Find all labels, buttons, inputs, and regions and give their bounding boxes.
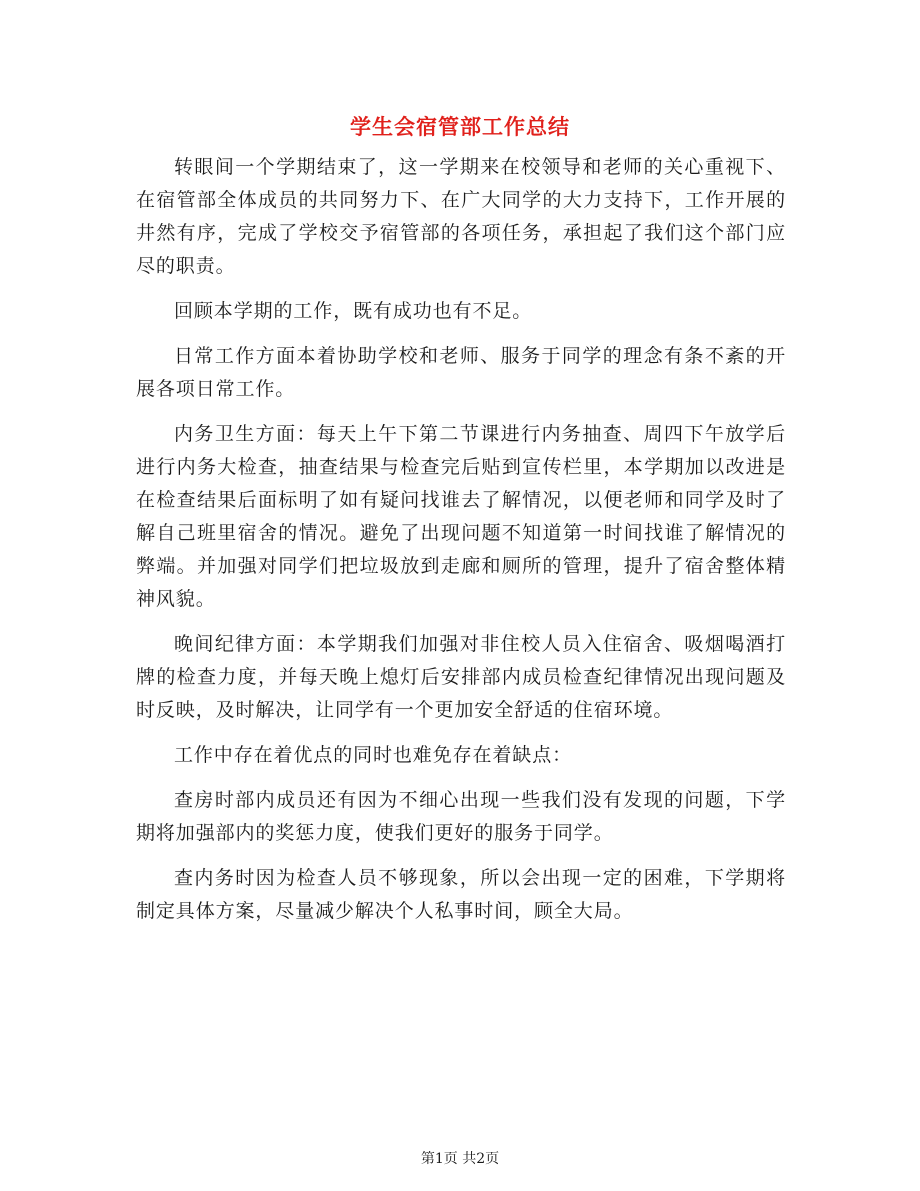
paragraph-daily-work: 日常工作方面本着协助学校和老师、服务于同学的理念有条不紊的开展各项日常工作。: [136, 345, 786, 400]
page-number-footer: 第1页 共2页: [420, 1151, 500, 1167]
paragraph-room-check: 查房时部内成员还有因为不细心出现一些我们没有发现的问题，下学期将加强部内的奖惩力度，使我们更好的服务于同学。: [136, 789, 786, 844]
document-title: 学生会宿管部工作总结: [350, 115, 570, 139]
paragraph-hygiene: 内务卫生方面：每天上午下第二节课进行内务抽查、周四下午放学后进行内务大检查，抽查结果与检查完后贴到宣传栏里，本学期加以改进是在检查结果后面标明了如有疑问找谁去了解情况，以便老师和同学及时了解自己班里宿舍的情况。避免了出现问题不知道第一时间找谁了解情况的弊端。并加强对同学们把垃圾放到走廊和厕所的管理，提升了宿舍整体精神风貌。: [136, 423, 786, 610]
paragraph-shortcomings: 工作中存在着优点的同时也难免存在着缺点：: [174, 744, 573, 766]
document-body: [136, 151, 786, 940]
paragraph-review: 回顾本学期的工作，既有成功也有不足。: [174, 300, 533, 322]
paragraph-intro: 转眼间一个学期结束了，这一学期来在校领导和老师的关心重视下、在宿管部全体成员的共同努力下、在广大同学的大力支持下，工作开展的井然有序，完成了学校交予宿管部的各项任务，承担起了我们这个部门应尽的职责。: [136, 156, 786, 277]
paragraph-inspection: 查内务时因为检查人员不够现象，所以会出现一定的困难，下学期将制定具体方案，尽量减少解决个人私事时间，顾全大局。: [136, 867, 786, 922]
paragraph-night-discipline: 晚间纪律方面：本学期我们加强对非住校人员入住宿舍、吸烟喝酒打牌的检查力度，并每天晚上熄灯后安排部内成员检查纪律情况出现问题及时反映，及时解决，让同学有一个更加安全舒适的住宿环境。: [136, 633, 786, 721]
